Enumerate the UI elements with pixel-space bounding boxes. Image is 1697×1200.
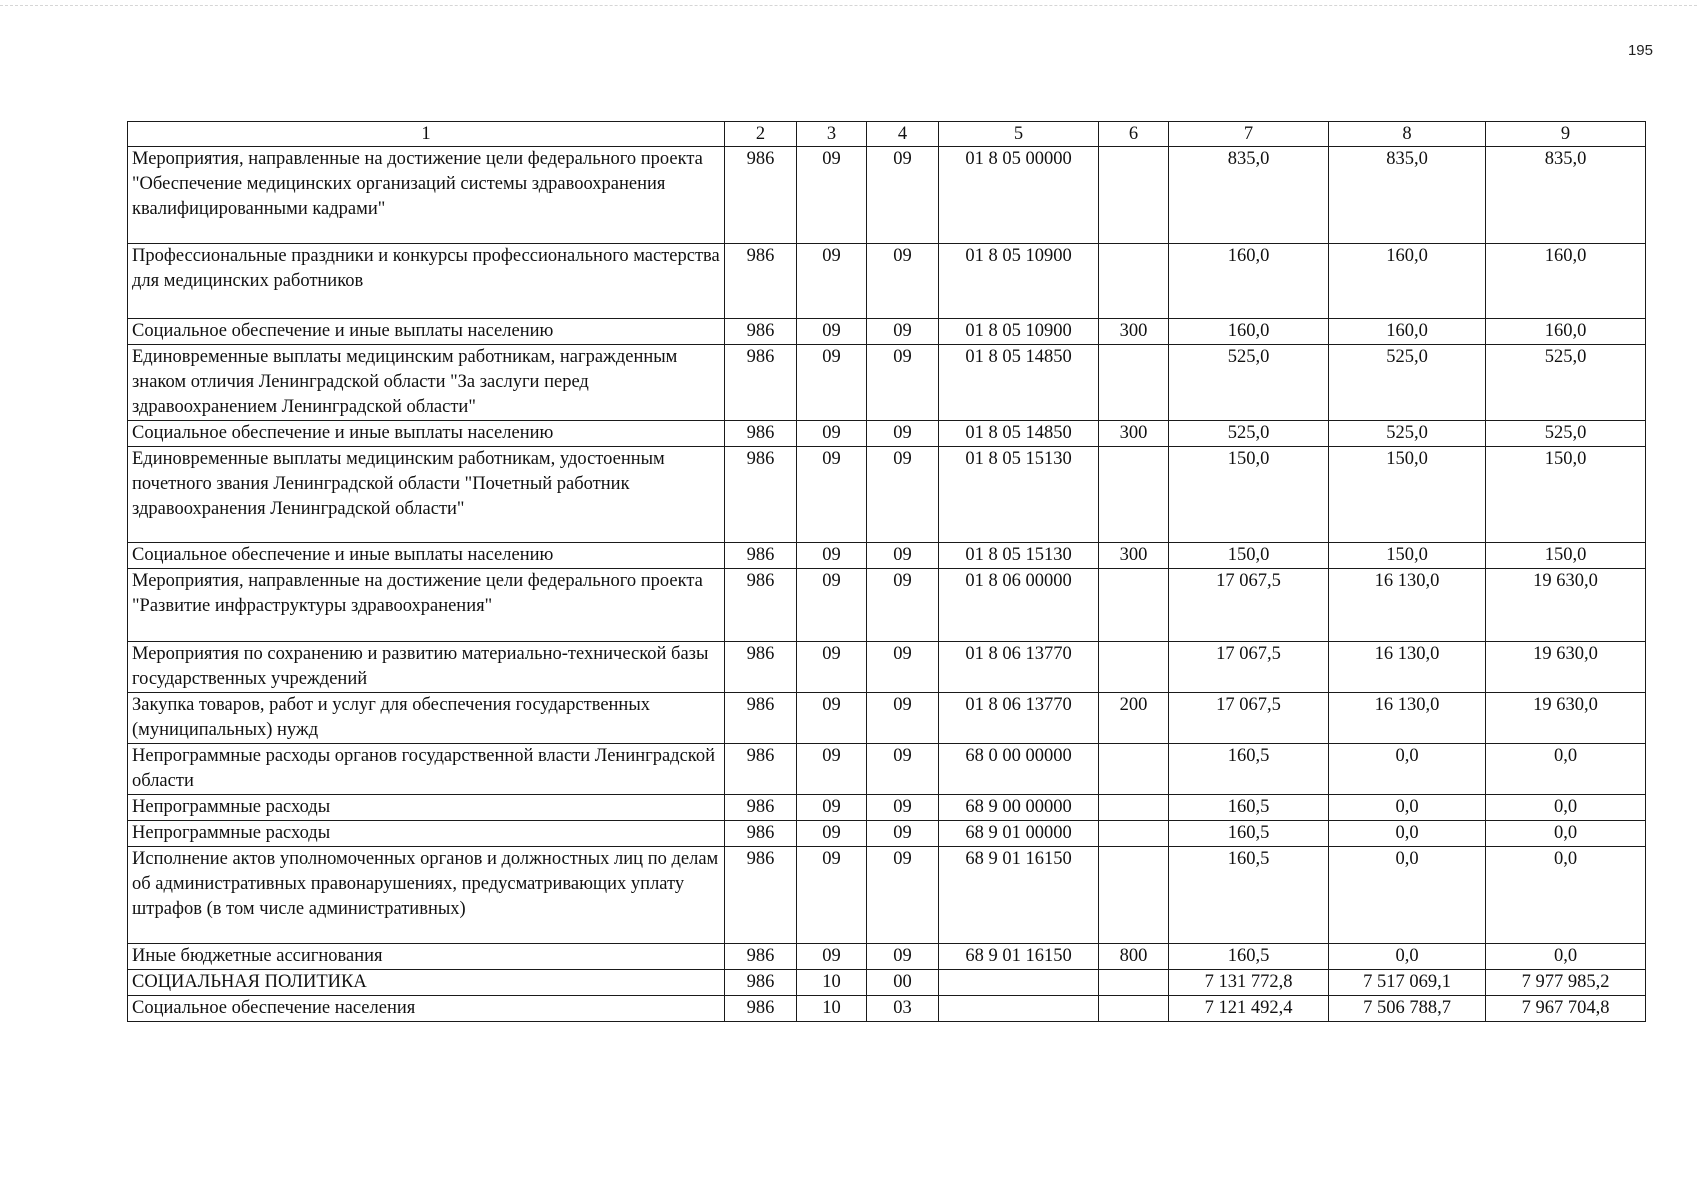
table-row xyxy=(128,345,1646,421)
row-value-cell-5: 01 8 05 14850 xyxy=(939,345,1099,421)
row-value-cell-5: 01 8 05 10900 xyxy=(939,244,1099,319)
row-value-cell-8: 7 517 069,1 xyxy=(1329,970,1486,996)
page-number: 195 xyxy=(1627,42,1653,59)
row-value-cell-3: 09 xyxy=(797,244,867,319)
row-value-cell-8: 7 506 788,7 xyxy=(1329,996,1486,1022)
table-body xyxy=(128,147,1646,1022)
row-value-cell-4: 09 xyxy=(867,543,939,569)
row-value-cell-5: 68 0 00 00000 xyxy=(939,744,1099,795)
row-name-cell: Социальное обеспечение населения xyxy=(128,996,725,1022)
scan-edge-line xyxy=(0,5,1697,6)
row-value-cell-9: 160,0 xyxy=(1486,319,1646,345)
row-value-cell-2: 986 xyxy=(725,421,797,447)
row-value-cell-9: 19 630,0 xyxy=(1486,642,1646,693)
row-value-cell-9: 835,0 xyxy=(1486,147,1646,244)
row-value-cell-2: 986 xyxy=(725,345,797,421)
row-value-cell-6 xyxy=(1099,569,1169,642)
row-value-cell-5: 01 8 05 00000 xyxy=(939,147,1099,244)
row-value-cell-6 xyxy=(1099,147,1169,244)
row-value-cell-4: 09 xyxy=(867,944,939,970)
row-value-cell-2: 986 xyxy=(725,795,797,821)
row-value-cell-6 xyxy=(1099,642,1169,693)
row-value-cell-9: 19 630,0 xyxy=(1486,569,1646,642)
row-value-cell-6 xyxy=(1099,345,1169,421)
row-value-cell-5 xyxy=(939,996,1099,1022)
table-row xyxy=(128,447,1646,543)
table-row xyxy=(128,244,1646,319)
row-value-cell-3: 09 xyxy=(797,693,867,744)
row-value-cell-7: 17 067,5 xyxy=(1169,642,1329,693)
header-cell: 7 xyxy=(1169,122,1329,147)
row-value-cell-7: 150,0 xyxy=(1169,447,1329,543)
row-value-cell-8: 16 130,0 xyxy=(1329,693,1486,744)
row-value-cell-2: 986 xyxy=(725,569,797,642)
row-value-cell-6: 300 xyxy=(1099,421,1169,447)
row-value-cell-3: 09 xyxy=(797,569,867,642)
row-value-cell-3: 09 xyxy=(797,147,867,244)
header-cell: 2 xyxy=(725,122,797,147)
header-cell: 3 xyxy=(797,122,867,147)
row-value-cell-7: 17 067,5 xyxy=(1169,569,1329,642)
row-value-cell-9: 0,0 xyxy=(1486,744,1646,795)
row-value-cell-8: 160,0 xyxy=(1329,244,1486,319)
row-value-cell-2: 986 xyxy=(725,642,797,693)
row-name-cell: Непрограммные расходы xyxy=(128,821,725,847)
row-value-cell-4: 09 xyxy=(867,821,939,847)
row-value-cell-7: 150,0 xyxy=(1169,543,1329,569)
table-row xyxy=(128,996,1646,1022)
row-value-cell-5: 68 9 01 16150 xyxy=(939,944,1099,970)
row-value-cell-6: 800 xyxy=(1099,944,1169,970)
row-value-cell-2: 986 xyxy=(725,970,797,996)
row-value-cell-6 xyxy=(1099,996,1169,1022)
row-value-cell-7: 160,0 xyxy=(1169,319,1329,345)
row-value-cell-4: 03 xyxy=(867,996,939,1022)
row-value-cell-4: 09 xyxy=(867,244,939,319)
row-value-cell-5: 68 9 01 00000 xyxy=(939,821,1099,847)
row-value-cell-4: 09 xyxy=(867,847,939,944)
table-row xyxy=(128,970,1646,996)
row-value-cell-2: 986 xyxy=(725,821,797,847)
header-cell: 9 xyxy=(1486,122,1646,147)
row-value-cell-2: 986 xyxy=(725,693,797,744)
row-value-cell-7: 160,5 xyxy=(1169,847,1329,944)
row-value-cell-8: 0,0 xyxy=(1329,744,1486,795)
row-value-cell-4: 09 xyxy=(867,319,939,345)
row-value-cell-9: 0,0 xyxy=(1486,821,1646,847)
header-cell: 4 xyxy=(867,122,939,147)
row-value-cell-3: 10 xyxy=(797,996,867,1022)
row-value-cell-8: 150,0 xyxy=(1329,447,1486,543)
row-name-cell: Профессиональные праздники и конкурсы профессионального мастерства для медицинских работников xyxy=(128,244,725,319)
row-value-cell-3: 09 xyxy=(797,345,867,421)
row-value-cell-6 xyxy=(1099,447,1169,543)
row-value-cell-8: 835,0 xyxy=(1329,147,1486,244)
row-value-cell-4: 09 xyxy=(867,693,939,744)
row-value-cell-4: 09 xyxy=(867,795,939,821)
row-value-cell-2: 986 xyxy=(725,847,797,944)
row-value-cell-4: 00 xyxy=(867,970,939,996)
table-row xyxy=(128,543,1646,569)
row-value-cell-8: 0,0 xyxy=(1329,944,1486,970)
row-value-cell-3: 09 xyxy=(797,421,867,447)
row-value-cell-9: 160,0 xyxy=(1486,244,1646,319)
row-value-cell-7: 160,5 xyxy=(1169,795,1329,821)
table-row xyxy=(128,421,1646,447)
row-value-cell-7: 835,0 xyxy=(1169,147,1329,244)
header-cell: 6 xyxy=(1099,122,1169,147)
row-value-cell-6: 300 xyxy=(1099,319,1169,345)
row-value-cell-5 xyxy=(939,970,1099,996)
row-value-cell-3: 09 xyxy=(797,847,867,944)
row-value-cell-5: 01 8 05 10900 xyxy=(939,319,1099,345)
row-value-cell-2: 986 xyxy=(725,744,797,795)
row-value-cell-3: 09 xyxy=(797,821,867,847)
row-value-cell-7: 525,0 xyxy=(1169,345,1329,421)
row-name-cell: Закупка товаров, работ и услуг для обеспечения государственных (муниципальных) нужд xyxy=(128,693,725,744)
row-value-cell-7: 7 121 492,4 xyxy=(1169,996,1329,1022)
row-name-cell: Мероприятия, направленные на достижение цели федерального проекта "Обеспечение медицинских организаций системы здравоохранения квалифицированными кадрами" xyxy=(128,147,725,244)
row-value-cell-2: 986 xyxy=(725,996,797,1022)
row-value-cell-3: 09 xyxy=(797,795,867,821)
row-value-cell-7: 160,5 xyxy=(1169,944,1329,970)
row-value-cell-8: 160,0 xyxy=(1329,319,1486,345)
row-value-cell-4: 09 xyxy=(867,569,939,642)
row-value-cell-2: 986 xyxy=(725,244,797,319)
table-row xyxy=(128,569,1646,642)
row-value-cell-3: 09 xyxy=(797,543,867,569)
row-value-cell-4: 09 xyxy=(867,642,939,693)
row-name-cell: Единовременные выплаты медицинским работникам, награжденным знаком отличия Ленинградской области "За заслуги перед здравоохранением Ленинградской области" xyxy=(128,345,725,421)
table-row xyxy=(128,847,1646,944)
row-value-cell-8: 150,0 xyxy=(1329,543,1486,569)
row-value-cell-4: 09 xyxy=(867,447,939,543)
row-value-cell-5: 01 8 05 15130 xyxy=(939,447,1099,543)
row-value-cell-7: 7 131 772,8 xyxy=(1169,970,1329,996)
row-value-cell-6 xyxy=(1099,970,1169,996)
row-value-cell-3: 09 xyxy=(797,642,867,693)
row-value-cell-7: 160,5 xyxy=(1169,821,1329,847)
row-name-cell: Социальное обеспечение и иные выплаты населению xyxy=(128,319,725,345)
row-value-cell-2: 986 xyxy=(725,319,797,345)
row-value-cell-9: 525,0 xyxy=(1486,345,1646,421)
row-value-cell-8: 0,0 xyxy=(1329,847,1486,944)
table-row xyxy=(128,944,1646,970)
row-value-cell-6 xyxy=(1099,244,1169,319)
row-value-cell-5: 68 9 01 16150 xyxy=(939,847,1099,944)
row-value-cell-3: 09 xyxy=(797,944,867,970)
row-value-cell-2: 986 xyxy=(725,447,797,543)
row-value-cell-6 xyxy=(1099,821,1169,847)
table-row xyxy=(128,795,1646,821)
row-value-cell-3: 09 xyxy=(797,319,867,345)
row-value-cell-8: 0,0 xyxy=(1329,821,1486,847)
row-value-cell-4: 09 xyxy=(867,345,939,421)
row-value-cell-9: 0,0 xyxy=(1486,847,1646,944)
row-name-cell: Непрограммные расходы органов государственной власти Ленинградской области xyxy=(128,744,725,795)
row-name-cell: Социальное обеспечение и иные выплаты населению xyxy=(128,421,725,447)
table-row xyxy=(128,744,1646,795)
row-value-cell-5: 01 8 06 13770 xyxy=(939,693,1099,744)
table-row xyxy=(128,147,1646,244)
row-value-cell-2: 986 xyxy=(725,543,797,569)
row-name-cell: Социальное обеспечение и иные выплаты населению xyxy=(128,543,725,569)
row-value-cell-6 xyxy=(1099,744,1169,795)
row-value-cell-8: 525,0 xyxy=(1329,421,1486,447)
row-value-cell-4: 09 xyxy=(867,147,939,244)
row-value-cell-2: 986 xyxy=(725,944,797,970)
row-name-cell: Непрограммные расходы xyxy=(128,795,725,821)
row-value-cell-8: 16 130,0 xyxy=(1329,569,1486,642)
row-value-cell-4: 09 xyxy=(867,744,939,795)
row-value-cell-4: 09 xyxy=(867,421,939,447)
table-row xyxy=(128,821,1646,847)
table-row xyxy=(128,642,1646,693)
budget-table xyxy=(127,121,1646,1022)
row-value-cell-8: 16 130,0 xyxy=(1329,642,1486,693)
row-value-cell-9: 7 977 985,2 xyxy=(1486,970,1646,996)
row-value-cell-7: 525,0 xyxy=(1169,421,1329,447)
table-header-row xyxy=(128,122,1646,147)
row-value-cell-7: 160,0 xyxy=(1169,244,1329,319)
table-row xyxy=(128,319,1646,345)
row-value-cell-7: 160,5 xyxy=(1169,744,1329,795)
row-value-cell-3: 10 xyxy=(797,970,867,996)
row-name-cell: Единовременные выплаты медицинским работникам, удостоенным почетного звания Ленинградской области "Почетный работник здравоохранения Ленинградской области" xyxy=(128,447,725,543)
row-value-cell-6: 300 xyxy=(1099,543,1169,569)
row-value-cell-9: 525,0 xyxy=(1486,421,1646,447)
row-value-cell-5: 01 8 05 14850 xyxy=(939,421,1099,447)
row-name-cell: Иные бюджетные ассигнования xyxy=(128,944,725,970)
row-value-cell-5: 01 8 06 00000 xyxy=(939,569,1099,642)
row-value-cell-6 xyxy=(1099,847,1169,944)
row-value-cell-3: 09 xyxy=(797,744,867,795)
table-row xyxy=(128,693,1646,744)
row-value-cell-5: 01 8 05 15130 xyxy=(939,543,1099,569)
row-value-cell-6 xyxy=(1099,795,1169,821)
row-value-cell-8: 525,0 xyxy=(1329,345,1486,421)
row-value-cell-5: 68 9 00 00000 xyxy=(939,795,1099,821)
row-value-cell-2: 986 xyxy=(725,147,797,244)
row-value-cell-9: 150,0 xyxy=(1486,543,1646,569)
row-name-cell: СОЦИАЛЬНАЯ ПОЛИТИКА xyxy=(128,970,725,996)
row-value-cell-9: 0,0 xyxy=(1486,795,1646,821)
row-value-cell-8: 0,0 xyxy=(1329,795,1486,821)
row-value-cell-9: 0,0 xyxy=(1486,944,1646,970)
row-value-cell-5: 01 8 06 13770 xyxy=(939,642,1099,693)
row-name-cell: Мероприятия, направленные на достижение цели федерального проекта "Развитие инфраструктуры здравоохранения" xyxy=(128,569,725,642)
row-value-cell-7: 17 067,5 xyxy=(1169,693,1329,744)
row-name-cell: Исполнение актов уполномоченных органов и должностных лиц по делам об административных правонарушениях, предусматривающих уплату штрафов (в том числе административных) xyxy=(128,847,725,944)
header-cell: 8 xyxy=(1329,122,1486,147)
row-value-cell-9: 19 630,0 xyxy=(1486,693,1646,744)
row-value-cell-6: 200 xyxy=(1099,693,1169,744)
header-cell: 1 xyxy=(128,122,725,147)
row-value-cell-9: 7 967 704,8 xyxy=(1486,996,1646,1022)
row-value-cell-9: 150,0 xyxy=(1486,447,1646,543)
row-value-cell-3: 09 xyxy=(797,447,867,543)
row-name-cell: Мероприятия по сохранению и развитию материально-технической базы государственных учреждений xyxy=(128,642,725,693)
header-cell: 5 xyxy=(939,122,1099,147)
